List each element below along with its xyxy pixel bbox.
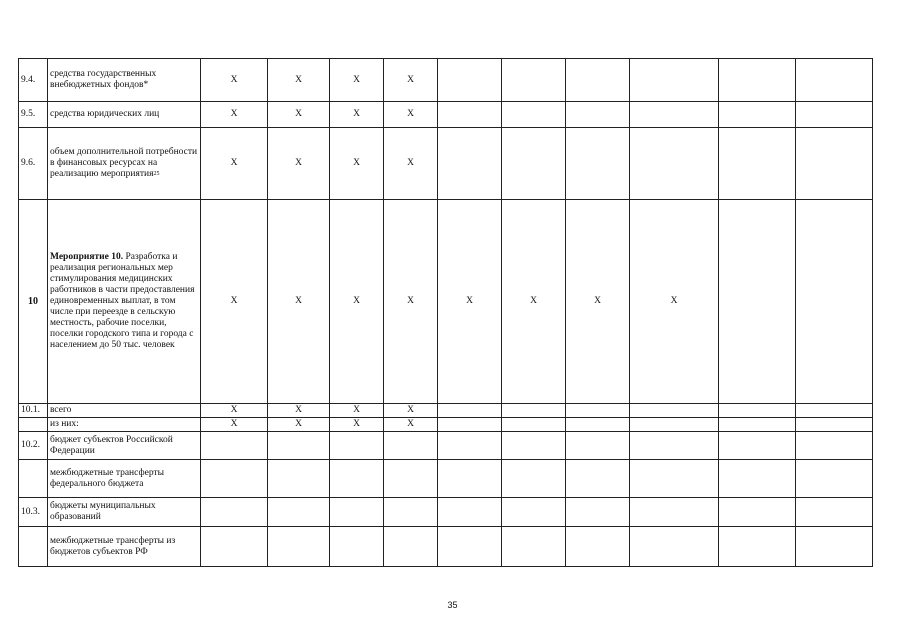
table-row	[19, 404, 873, 418]
table-cell	[438, 128, 502, 200]
table-cell	[630, 128, 719, 200]
description-text: межбюджетные трансферты федерального бюджета	[50, 467, 164, 489]
table-cell	[796, 460, 873, 498]
table-cell	[438, 404, 502, 418]
table-cell	[630, 527, 719, 567]
table-row	[19, 460, 873, 498]
table-cell	[796, 418, 873, 432]
table-cell	[566, 404, 630, 418]
table-cell	[796, 128, 873, 200]
row-description	[48, 59, 201, 102]
table-cell	[796, 432, 873, 460]
table-cell	[719, 418, 796, 432]
table-cell	[330, 498, 384, 527]
table-cell	[384, 498, 438, 527]
table-cell	[796, 498, 873, 527]
row-description	[48, 200, 201, 404]
table-cell: X	[201, 59, 268, 102]
row-number	[19, 460, 48, 498]
table-row	[19, 200, 873, 404]
description-text: объем дополнительной потребности в финансовых ресурсах на реализацию мероприятия	[50, 147, 198, 179]
table-cell	[796, 404, 873, 418]
table-cell	[438, 460, 502, 498]
table-cell	[502, 404, 566, 418]
table-cell: X	[268, 128, 330, 200]
table-cell	[330, 527, 384, 567]
row-number: 10.3.	[19, 498, 48, 527]
table-cell	[796, 59, 873, 102]
table-cell: X	[330, 418, 384, 432]
budget-table	[18, 58, 873, 567]
table-cell: X	[201, 102, 268, 128]
table-cell	[796, 200, 873, 404]
table-cell: X	[566, 200, 630, 404]
table-cell	[796, 102, 873, 128]
table-cell	[630, 102, 719, 128]
table-cell: X	[384, 200, 438, 404]
table-cell	[438, 527, 502, 567]
table-cell	[502, 432, 566, 460]
table-cell: X	[268, 418, 330, 432]
table-cell: X	[201, 128, 268, 200]
table-cell	[566, 527, 630, 567]
table-row	[19, 128, 873, 200]
table-cell	[630, 498, 719, 527]
table-cell	[438, 59, 502, 102]
table-cell	[201, 460, 268, 498]
table-cell	[566, 128, 630, 200]
table-row	[19, 59, 873, 102]
table-cell: X	[201, 200, 268, 404]
table-cell: X	[330, 59, 384, 102]
table-row	[19, 432, 873, 460]
table-cell	[502, 460, 566, 498]
table-row	[19, 498, 873, 527]
table-cell	[719, 59, 796, 102]
table-cell: X	[502, 200, 566, 404]
table-cell: X	[268, 102, 330, 128]
table-cell	[384, 527, 438, 567]
table-cell: X	[630, 200, 719, 404]
row-number: 10	[19, 200, 48, 404]
description-text: средства государственных внебюджетных фондов*	[50, 69, 157, 90]
table-cell	[566, 59, 630, 102]
row-description	[48, 498, 201, 527]
table-cell: X	[384, 418, 438, 432]
table-cell: X	[201, 418, 268, 432]
table-row	[19, 102, 873, 128]
table-cell: X	[330, 404, 384, 418]
table-cell	[268, 498, 330, 527]
table-cell: X	[268, 404, 330, 418]
table-cell	[330, 432, 384, 460]
table-cell	[566, 460, 630, 498]
table-cell	[719, 498, 796, 527]
table-cell	[719, 200, 796, 404]
table-cell	[330, 460, 384, 498]
table-cell	[630, 418, 719, 432]
row-description	[48, 102, 201, 128]
row-description	[48, 128, 201, 200]
table-cell	[438, 418, 502, 432]
table-cell	[201, 498, 268, 527]
table-cell	[796, 527, 873, 567]
table-cell: X	[330, 128, 384, 200]
description-text: межбюджетные трансферты из бюджетов субъектов РФ	[50, 535, 176, 557]
description-text: средства юридических лиц	[50, 109, 160, 119]
table-cell	[384, 460, 438, 498]
row-number	[19, 418, 48, 432]
table-cell	[630, 432, 719, 460]
table-cell: X	[330, 102, 384, 128]
table-cell: X	[268, 200, 330, 404]
table-cell	[630, 59, 719, 102]
description-text: бюджет субъектов Российской Федерации	[50, 434, 173, 456]
table-cell	[502, 59, 566, 102]
table-cell: X	[268, 59, 330, 102]
description-text: бюджеты муниципальных образований	[50, 501, 156, 522]
row-number: 9.6.	[19, 128, 48, 200]
table-cell	[268, 432, 330, 460]
table-cell	[384, 432, 438, 460]
description-text: всего	[50, 405, 72, 415]
table-cell: X	[201, 404, 268, 418]
table-cell	[268, 460, 330, 498]
table-row	[19, 418, 873, 432]
table-body	[19, 59, 873, 567]
table-cell: X	[384, 404, 438, 418]
table-cell	[438, 432, 502, 460]
table-cell	[502, 128, 566, 200]
table-cell: X	[384, 102, 438, 128]
table-cell	[201, 527, 268, 567]
row-description	[48, 527, 201, 567]
table-cell	[719, 460, 796, 498]
table-cell	[719, 128, 796, 200]
table-cell	[502, 102, 566, 128]
activity-title: Мероприятие 10.	[50, 252, 124, 262]
footnote-marker: 25	[153, 171, 160, 177]
row-number: 9.4.	[19, 59, 48, 102]
table-cell	[566, 498, 630, 527]
table-cell: X	[438, 200, 502, 404]
table-cell	[268, 527, 330, 567]
table-cell	[566, 102, 630, 128]
table-cell	[719, 102, 796, 128]
table-cell: X	[384, 59, 438, 102]
row-number	[19, 527, 48, 567]
table-cell	[566, 418, 630, 432]
table-cell	[438, 498, 502, 527]
table-cell	[201, 432, 268, 460]
table-cell	[719, 527, 796, 567]
page-number: 35	[447, 600, 458, 610]
table-cell	[719, 404, 796, 418]
row-number: 10.1.	[19, 404, 48, 418]
table-cell	[719, 432, 796, 460]
table-cell	[630, 404, 719, 418]
table-cell	[502, 527, 566, 567]
row-description	[48, 460, 201, 498]
description-text: из них:	[50, 419, 79, 429]
row-description	[48, 418, 201, 432]
row-number: 10.2.	[19, 432, 48, 460]
description-text: Разработка и реализация региональных мер стимулирования медицинских работников в части предоставления единовременных выплат, в том числе при переезде в сельскую местность, рабочие поселки, поселки городского типа и города с населением до 50 тыс. человек	[50, 252, 195, 350]
row-description	[48, 404, 201, 418]
table-cell	[502, 498, 566, 527]
table-cell: X	[384, 128, 438, 200]
table-cell	[438, 102, 502, 128]
table-cell	[566, 432, 630, 460]
table-cell: X	[330, 200, 384, 404]
row-number: 9.5.	[19, 102, 48, 128]
table-row	[19, 527, 873, 567]
table-cell	[502, 418, 566, 432]
table-cell	[630, 460, 719, 498]
row-description	[48, 432, 201, 460]
